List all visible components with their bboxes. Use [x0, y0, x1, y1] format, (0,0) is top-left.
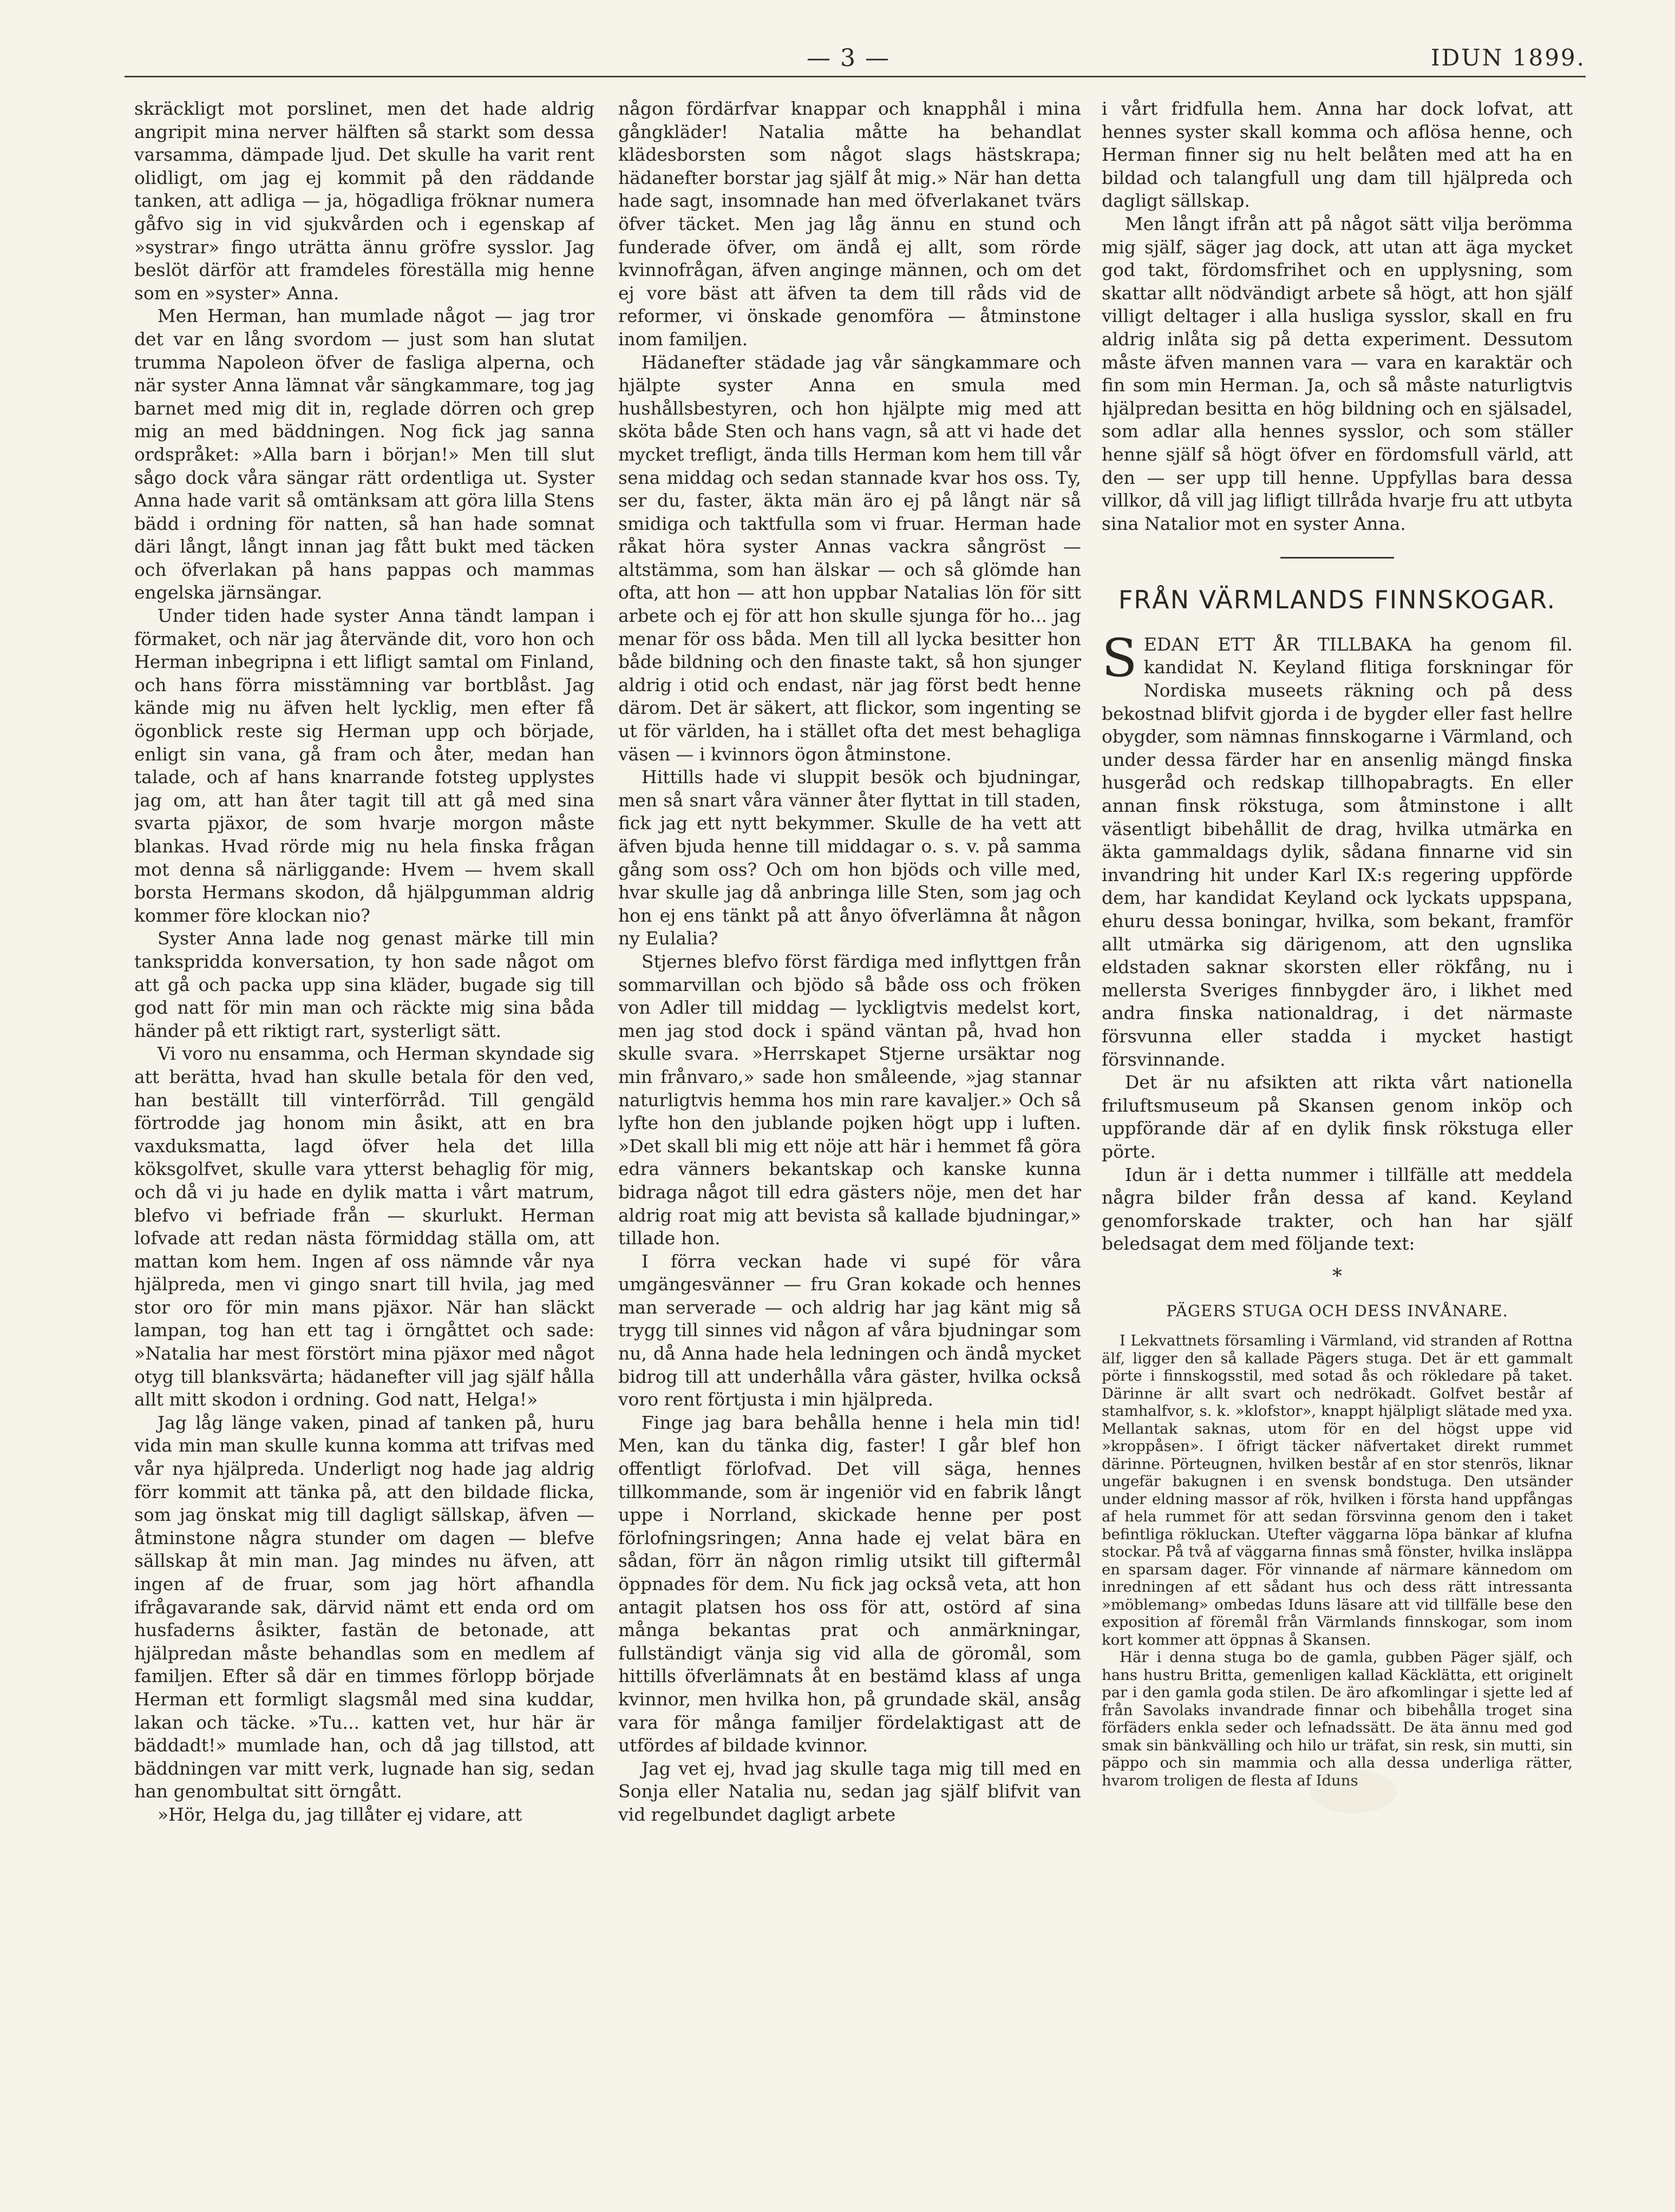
paragraph: Här i denna stuga bo de gamla, gubben Päger själf, och hans hustru Britta, gemenligen kallad Käcklätta, ett originelt par i den gamla goda stilen. De äro afkomlingar i sjette led af från Savolaks invandrade finnar och bibehålla troget sina förfäders enkla seder och lefnadssätt. De äta ännu med god smak sin bänkvälling och hilo ur träfat, sin resk, sin mutti, sin päppo och sin mammia och alla dessa underliga rätter, hvarom troligen de flesta af Iduns — [1102, 1649, 1573, 1789]
paragraph: Hädanefter städade jag vår sängkammare och hjälpte syster Anna en smula med hushållsbestyren, och hon hjälpte mig med att sköta både Sten och hans vagn, så att vi hade det mycket trefligt, ända tills Herman kom hem till vår sena middag och sedan stannade kvar hos oss. Ty, ser du, faster, äkta män äro ej på långt när så smidiga och taktfulla som vi fruar. Herman hade råkat höra syster Annas vackra sångröst — altstämma, som han älskar — och så glömde han ofta, att hon — att hon uppbar Natalias lön för sitt arbete och ej för att hon skulle sjunga för ho... jag menar för oss båda. Men till all lycka besitter hon både bildning och den finaste takt, så hon sjunger aldrig i otid och endast, när jag först bedt henne därom. Det är säkert, att flickor, som ingenting se ut för världen, ha i stället ofta det mest behagliga väsen — i kvinnors ögon åtminstone. — [618, 351, 1081, 765]
drop-cap: S — [1102, 627, 1137, 688]
column-1 — [134, 97, 594, 2187]
column-2 — [618, 97, 1081, 2187]
paragraph: Under tiden hade syster Anna tändt lampan i förmaket, och när jag återvände dit, voro hon och Herman inbegripna i ett lifligt samtal om Finland, och hans förra misstämning var bortblåst. Jag kände mig nu äfven helt lycklig, men efter få ögonblick reste sig Herman upp och började, enligt sin vana, gå fram och åter, medan han talade, och af hans knarrande fotsteg upplystes jag om, att han åter tagit till att gå med sina svarta pjäxor, de som hvarje morgon måste blankas. Hvad rörde mig nu hela finska frågan mot denna så närliggande: Hvem — hvem skall borsta Hermans skodon, då hjälpgumman aldrig kommer före klockan nio? — [134, 605, 594, 926]
paragraph: Finge jag bara behålla henne i hela min tid! Men, kan du tänka dig, faster! I går blef hon offentligt förlofvad. Det vill säga, hennes tillkommande, som är ingeniör vid en fabrik långt uppe i Norrland, skickade henne per post förlofningsringen; Anna hade ej velat bära en sådan, förr än någon rimlig utsikt till giftermål öppnades för dem. Nu fick jag också veta, att hon antagit platsen hos oss för att, ostörd af sina många bekantas prat och anmärkningar, fullständigt vänja sig vid alla de göromål, som hittills öfverlämnats åt en bestämd klass af unga kvinnor, men hvilka hon, på grundade skäl, ansåg vara för många familjer fördelaktigast att de utfördes af bildade kvinnor. — [618, 1412, 1081, 1756]
paragraph: Men Herman, han mumlade något — jag tror det var en lång svordom — just som han slutat trumma Napoleon öfver de fasliga alperna, och när syster Anna lämnat vår sängkammare, tog jag barnet med mig dit in, reglade dörren och grep mig an med bäddningen. Nog fick jag sanna ordspråket: »Alla barn i början!» Men till slut sågo dock våra sängar rätt ordentliga ut. Syster Anna hade varit så omtänksam att göra lilla Stens bädd i ordning för natten, så han hade somnat däri långt, långt innan jag fått bukt med täcken och öfverlakan på hans pappas och mammas engelska järnsängar. — [134, 305, 594, 603]
section-title: FRÅN VÄRMLANDS FINNSKOGAR. — [1118, 585, 1556, 615]
paragraph: någon fördärfvar knappar och knapphål i mina gångkläder! Natalia måtte ha behandlat klädesborsten som något slags hästskrapa; hädanefter borstar jag själf åt mig.» När han detta hade sagt, insomnade han med öfverlakanet tvärs öfver täcket. Men jag låg ännu en stund och funderade öfver, om ändå ej allt, som rörde kvinnofrågan, äfven anginge männen, och om det ej vore bäst att äfven ta dem till råds vid de reformer, vi önskade genomföra — åtminstone inom familjen. — [618, 98, 1081, 350]
page-number: — 3 — — [807, 44, 890, 72]
paragraph: Idun är i detta nummer i tillfälle att meddela några bilder från dessa af kand. Keyland genomforskade trakter, och han har själf beledsagat dem med följande text: — [1102, 1164, 1573, 1255]
paragraph: I förra veckan hade vi supé för våra umgängesvänner — fru Gran kokade och hennes man serverade — och aldrig har jag känt mig så trygg till sinnes vid någon af våra bjudningar som nu, då Anna hade hela ledningen och ändå mycket bidrog till att underhålla våra gäster, hvilka också voro rent förtjusta i min hjälpreda. — [618, 1250, 1081, 1410]
masthead: IDUN 1899. — [1431, 44, 1586, 71]
paragraph: Vi voro nu ensamma, och Herman skyndade sig att berätta, hvad han skulle betala för den ved, han beställt till vinterförråd. Till gengäld förtrodde jag honom min åsikt, att en bra vaxduksmatta, lagd öfver hela det lilla köksgolfvet, skulle vara ytterst behaglig för mig, och då vi ju hade en dylik matta i vårt matrum, blefvo vi befriade från — skurlukt. Herman lofvade att redan nästa förmiddag ställa om, att mattan kom hem. Ingen af oss nämnde vår nya hjälpreda, men vi gingo snart till hvila, jag med stor oro för min mans pjäxor. När han släckt lampan, tog han ett tag i örngåttet och sade: »Natalia har mest förstört mina pjäxor med något otyg till blanksvärta; hädanefter vill jag själf hålla allt mitt skodon i ordning. God natt, Helga!» — [134, 1043, 594, 1410]
lead-text: EDAN ETT ÅR TILLBAKA ha genom fil. kandidat N. Keyland flitiga forskningar för Nordiska museets räkning och på dess bekostnad blifvit gjorda i de bygder eller fast hellre obygder, som nämnas finnskogarne i Värmland, och under dessa färder har en ansenlig mängd finska husgeråd och redskap tillhopabragts. En eller annan finsk rökstuga, som åtminstone i allt väsentligt bibehållit de drag, hvilka utmärka en äkta gammaldags dylik, sådana finnarne vid sin invandring hit under Karl IX:s regering uppförde dem, har kandidat Keyland ock lyckats uppspana, ehuru dessa boningar, hvilka, som bekant, framför allt utmärka sig därigenom, att den ugnslika eldstaden saknar skorsten eller rökfång, nu i mellersta Sveriges finnbygder äro, i likhet med andra finska nationaldrag, i det närmaste försvunna eller stadda i mycket hastigt försvinnande. — [1102, 633, 1573, 1070]
header-rule — [125, 76, 1586, 77]
page-header — [125, 44, 1586, 78]
separator-star: * — [1332, 1265, 1342, 1288]
paragraph: Hittills hade vi sluppit besök och bjudningar, men så snart våra vänner åter flyttat in till staden, fick jag ett nytt bekymmer. Skulle de ha vett att äfven bjuda henne till middagar o. s. v. på samma gång som oss? Och om hon bjöds och ville med, hvar skulle jag då anbringa lille Sten, som jag och hon ej ens tänkt på att ånyo öfverlämna åt någon ny Eulalia? — [618, 766, 1081, 949]
paragraph: Syster Anna lade nog genast märke till min tankspridda konversation, ty hon sade något om att gå och packa upp sina kläder, bugade sig till god natt för min man och räckte mig sina båda händer på ett riktigt rart, systerligt sätt. — [134, 928, 594, 1041]
subheading: PÄGERS STUGA OCH DESS INVÅNARE. — [1166, 1301, 1508, 1320]
paragraph: i vårt fridfulla hem. Anna har dock lofvat, att hennes syster skall komma och aflösa henne, och Herman finner sig nu helt belåten med att ha en bildad och talangfull ung dam till hjälpreda och dagligt sällskap. — [1102, 98, 1573, 212]
paragraph: I Lekvattnets församling i Värmland, vid stranden af Rottna älf, ligger den så kallade Pägers stuga. Det är ett gammalt pörte i finnskogsstil, med sotad ås och rökledare på taket. Därinne är allt svart och nedrökadt. Golfvet består af stamhalfvor, s. k. »klofstor», knappt hjälpligt slätade med yxa. Mellantak saknas, utom för en del högst uppe vid »kroppåsen». I öfrigt täcker näfvertaket direkt rummet därinne. Pörteugnen, hvilken består af en stor stenrös, liknar ungefär bakugnen i en svensk bondstuga. Den utsänder under eldning massor af rök, hvilken i första hand uppfångas af hela rummet för att sedan försvinna genom den i taket befintliga rökluckan. Utefter väggarna löpa bänkar af klufna stockar. På två af väggarna finnas små fönster, hvilka insläppa en sparsam dager. För vinnande af närmare kännedom om inredningen af ett sådant hus och dess rätt intressanta »möblemang» ombedas Iduns läsare att vid tillfälle bese den exposition af föremål från Värmlands finnskogar, som inom kort kommer att öppnas å Skansen. — [1102, 1332, 1573, 1649]
section-lead-paragraph — [1102, 627, 1573, 1071]
column-3 — [1102, 97, 1573, 2187]
paragraph: Det är nu afsikten att rikta vårt nationella friluftsmuseum på Skansen genom inköp och uppförande där af en dylik finsk rökstuga eller pörte. — [1102, 1072, 1573, 1162]
paragraph: Stjernes blefvo först färdiga med inflyttgen från sommarvillan och bjödo så både oss och fröken von Adler till middag — lyckligtvis medelst kort, men jag stod dock i spänd väntan på, hvad hon skulle svara. »Herrskapet Stjerne ursäktar nog min frånvaro,» sade hon småleende, »jag stannar naturligtvis hemma hos min rare kavaljer.» Och så lyfte hon den jublande pojken högt upp i luften. »Det skall bli mig ett nöje att här i hemmet få göra edra vänners bekantskap och kanske kunna bidraga något till edra gästers nöje, men det har aldrig roat mig att bevista så kallade bjudningar,» tillade hon. — [618, 950, 1081, 1249]
paragraph: Jag vet ej, hvad jag skulle taga mig till med en Sonja eller Natalia nu, sedan jag själf blifvit van vid regelbundet dagligt arbete — [618, 1757, 1081, 1825]
paragraph: Men långt ifrån att på något sätt vilja berömma mig själf, säger jag dock, att utan att äga mycket god takt, fördomsfrihet och en upplysning, som skattar allt nödvändigt arbete så högt, att hon själf villigt deltager i alla husliga sysslor, skall en fru aldrig inlåta sig på detta experiment. Dessutom måste äfven mannen vara — vara en karaktär och fin som min Herman. Ja, och så måste naturligtvis hjälpredan besitta en hög bildning och en själsadel, som adlar alla hennes sysslor, och som ställer henne själf så högt öfver en fördomsfull värld, att den — ser upp till henne. Uppfyllas bara dessa villkor, då vill jag lifligt tillråda hvarje fru att utbyta sina Natalior mot en syster Anna. — [1102, 213, 1573, 534]
paper-stain — [1310, 1770, 1397, 1813]
paragraph: Jag låg länge vaken, pinad af tanken på, huru vida min man skulle kunna komma att trifvas med vår nya hjälpreda. Underligt nog hade jag aldrig förr kommit att tänka på, att den bildade flicka, som jag önskat mig till dagligt sällskap, äfven — åtminstone några stunder om dagen — blefve sällskap åt min man. Jag mindes nu äfven, att ingen af de fruar, som jag hört afhandla ifrågavarande sak, därvid nämt ett enda ord om husfaderns åsikter, fastän de betonade, att hjälpredan måste behandlas som en medlem af familjen. Efter så där en timmes förlopp började Herman ett formligt slagsmål med sina kuddar, lakan och täcke. »Tu... katten vet, hur här är bäddadt!» mumlade han, och då jag tillstod, att bäddningen var mitt verk, lugnade han sig, sedan han genombultat sitt örngått. — [134, 1412, 594, 1802]
section-divider — [1280, 557, 1394, 559]
small-print-block — [1102, 1332, 1573, 1789]
paragraph: »Hör, Helga du, jag tillåter ej vidare, att — [157, 1803, 522, 1825]
paragraph: skräckligt mot porslinet, men det hade aldrig angripit mina nerver hälften så starkt som dessa varsamma, dämpade ljud. Det skulle ha varit rent olidligt, om jag ej kommit på den räddande tanken, att adliga — ja, högadliga fröknar numera gåfvo sig in vid sjukvården och i egenskap af »systrar» fingo uträtta ännu gröfre sysslor. Jag beslöt därför att framdeles föreställa mig henne som en »syster» Anna. — [134, 98, 594, 304]
